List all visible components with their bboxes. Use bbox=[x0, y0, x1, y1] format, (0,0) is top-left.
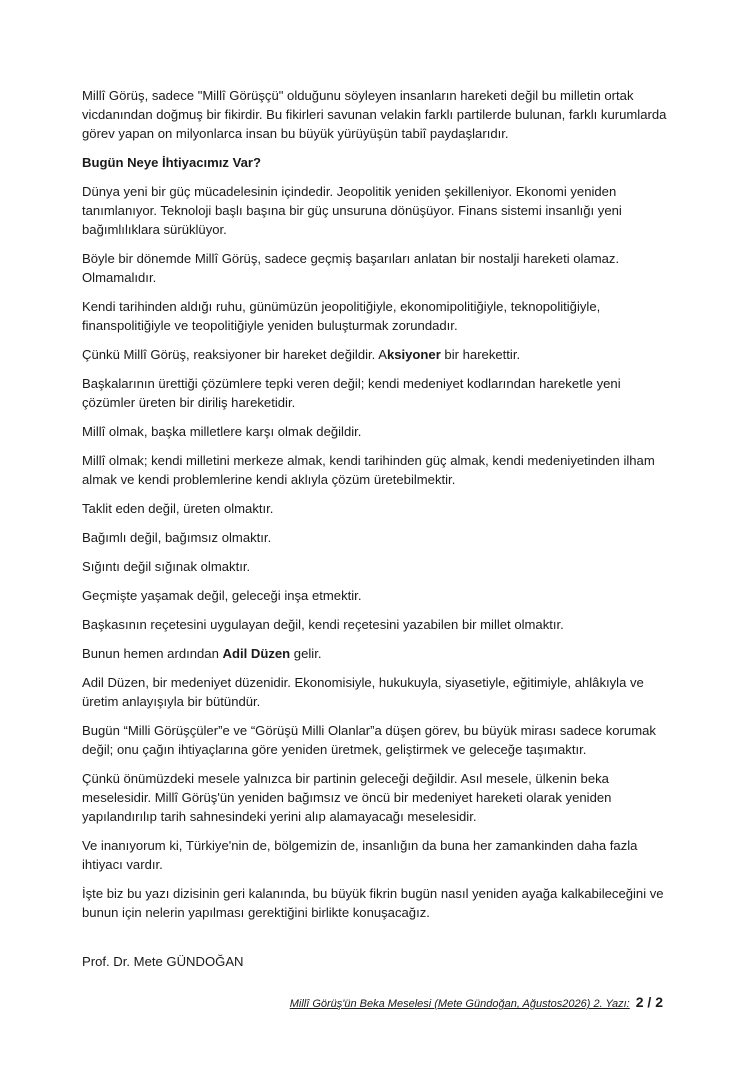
adil-duzen-intro-c: gelir. bbox=[290, 646, 322, 661]
paragraph-beka: Çünkü önümüzdeki mesele yalnızca bir partinin geleceği değildir. Asıl mesele, ülkenin beka meselesidir. Millî Görüş'ün yeniden bağımsız ve öncü bir medeniyet hareketi olarak yeniden yapılandırılıp tarih sahnesindeki yerini alıp alamayacağı meselesidir. bbox=[82, 771, 612, 824]
paragraph-national-def: Millî olmak; kendi milletini merkeze almak, kendi tarihinden güç almak, kendi medeniyetinden ilham almak ve kendi problemlerine kendi aklıyla çözüm üretebilmektir. bbox=[82, 453, 655, 487]
paragraph-reactionary-bold: ksiyoner bbox=[386, 347, 441, 362]
paragraph-imitate: Taklit eden değil, üreten olmaktır. bbox=[82, 501, 274, 516]
paragraph-nostalgia: Böyle bir dönemde Millî Görüş, sadece geçmiş başarıları anlatan bir nostalji hareketi olamaz. Olmamalıdır. bbox=[82, 251, 620, 285]
paragraph-adil-duzen-intro bbox=[82, 644, 670, 663]
paragraph-recipe: Başkasının reçetesini uygulayan değil, kendi reçetesini yazabilen bir millet olmaktır. bbox=[82, 617, 564, 632]
paragraph-adil-duzen: Adil Düzen, bir medeniyet düzenidir. Ekonomisiyle, hukukuyla, siyasetiyle, eğitimiyle, ahlâkıyla ve üretim anlayışıyla bir bütündür. bbox=[82, 675, 644, 709]
author-signature: Prof. Dr. Mete GÜNDOĞAN bbox=[82, 954, 244, 969]
paragraph-series: İşte biz bu yazı dizisinin geri kalanında, bu büyük fikrin bugün nasıl yeniden ayağa kalkabileceğini ve bunun için nelerin yapılması gerektiğini birlikte konuşacağız. bbox=[82, 886, 664, 920]
footer-title: Millî Görüş'ün Beka Meselesi (Mete Gündoğan, Ağustos2026) 2. Yazı: bbox=[289, 998, 630, 1010]
paragraph-revival: Başkalarının ürettiği çözümlere tepki veren değil; kendi medeniyet kodlarından hareketle yeni çözümler üreten bir diriliş hareketidir. bbox=[82, 376, 621, 410]
paragraph-world: Dünya yeni bir güç mücadelesinin içindedir. Jeopolitik yeniden şekilleniyor. Ekonomi yeniden tanımlanıyor. Teknoloji başlı başına bir güç unsuruna dönüşüyor. Finans sistemi insanlığı yeni bağımlılıklara sürüklüyor. bbox=[82, 184, 622, 237]
paragraph-belief: Ve inanıyorum ki, Türkiye'nin de, bölgemizin de, insanlığın da buna her zamankinden daha fazla ihtiyacı vardır. bbox=[82, 838, 638, 872]
paragraph-dependent: Bağımlı değil, bağımsız olmaktır. bbox=[82, 530, 272, 545]
adil-duzen-bold: Adil Düzen bbox=[222, 646, 291, 661]
paragraph-refuge: Sığıntı değil sığınak olmaktır. bbox=[82, 559, 251, 574]
paragraph-reactionary bbox=[82, 345, 670, 364]
paragraph-intro: Millî Görüş, sadece "Millî Görüşçü" olduğunu söyleyen insanların hareketi değil bu milletin ortak vicdanından doğmuş bir fikirdir. Bu fikirleri savunan velakin farklı partilerde bulunan, farklı kurumlarda görev yapan on milyonlarca insan bu büyük yürüyüşün tabiî paydaşlarıdır. bbox=[82, 88, 667, 141]
page-footer bbox=[290, 994, 663, 1010]
paragraph-future: Geçmişte yaşamak değil, geleceği inşa etmektir. bbox=[82, 588, 362, 603]
paragraph-reactionary-a: Çünkü Millî Görüş, reaksiyoner bir hareket değildir. A bbox=[82, 347, 387, 362]
adil-duzen-intro-a: Bunun hemen ardından bbox=[82, 646, 223, 661]
section-heading: Bugün Neye İhtiyacımız Var? bbox=[82, 155, 261, 170]
page-number: 2 / 2 bbox=[635, 994, 663, 1010]
paragraph-reactionary-c: bir harekettir. bbox=[440, 347, 521, 362]
document-body bbox=[82, 86, 670, 981]
paragraph-national: Millî olmak, başka milletlere karşı olmak değildir. bbox=[82, 424, 362, 439]
paragraph-politics: Kendi tarihinden aldığı ruhu, günümüzün jeopolitiğiyle, ekonomipolitiğiyle, teknopolitiğiyle, finanspolitiğiyle ve teopolitiğiyle yeniden buluşturmak zorundadır. bbox=[82, 299, 601, 333]
paragraph-duty: Bugün “Milli Görüşçüler”e ve “Görüşü Milli Olanlar”a düşen görev, bu büyük mirası sadece korumak değil; onu çağın ihtiyaçlarına göre yeniden üretmek, geliştirmek ve geleceğe taşımaktır. bbox=[82, 723, 656, 757]
